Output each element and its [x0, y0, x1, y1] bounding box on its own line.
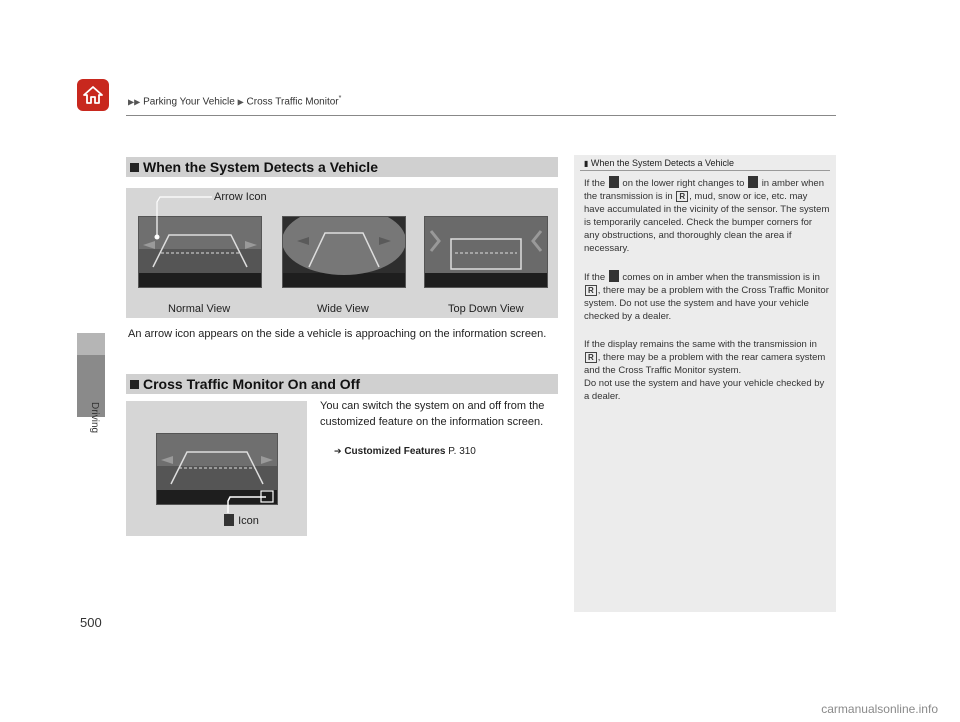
reference-link[interactable]: Customized Features	[344, 446, 446, 457]
breadcrumb-arrow-icon: ▶	[237, 97, 244, 107]
cross-traffic-off-icon	[748, 176, 758, 188]
reference-page: P. 310	[448, 446, 476, 457]
asterisk: *	[338, 95, 342, 102]
section-title: Cross Traffic Monitor On and Off	[143, 376, 361, 392]
cross-reference[interactable]	[334, 446, 476, 457]
caption-top-down-view: Top Down View	[448, 303, 524, 315]
cross-traffic-icon	[609, 176, 619, 188]
page-number: 500	[80, 615, 102, 630]
figure-icon-location	[126, 401, 307, 536]
home-icon	[82, 85, 104, 105]
note-paragraph-2: If the comes on in amber when the transmission is in R , there may be a problem with the Cross Traffic Monitor system. Do not use the system and have your vehicle checked by a dealer.	[584, 272, 829, 322]
icon-callout-line	[126, 401, 307, 536]
section2-body: You can switch the system on and off from the customized feature on the information screen.	[320, 400, 545, 428]
caption-normal-view: Normal View	[168, 303, 231, 315]
breadcrumb	[128, 95, 341, 107]
cross-traffic-icon	[224, 514, 234, 526]
section-title: When the System Detects a Vehicle	[143, 159, 378, 175]
side-tab-label: Driving	[89, 402, 100, 434]
reverse-key-icon: R	[676, 191, 688, 202]
breadcrumb-arrow-icon: ▶▶	[128, 97, 141, 107]
header-divider	[126, 115, 836, 116]
cross-traffic-warning-icon	[609, 270, 619, 282]
reverse-key-icon: R	[585, 285, 597, 296]
reference-arrow-icon: ➔	[334, 446, 342, 456]
arrow-icon-callout: Arrow Icon	[214, 191, 267, 203]
breadcrumb-item-cross-traffic[interactable]: Cross Traffic Monitor	[246, 96, 339, 108]
side-tab-top	[77, 333, 105, 355]
arrow-icon-callout-line	[126, 188, 558, 318]
caption-wide-view: Wide View	[317, 303, 369, 315]
note-title-divider	[580, 170, 830, 171]
section-heading-on-off	[126, 374, 558, 394]
note-title: ▮ When the System Detects a Vehicle	[584, 158, 734, 168]
note-marker-icon: ▮	[584, 159, 589, 168]
square-bullet-icon	[130, 163, 139, 172]
reverse-key-icon: R	[585, 352, 597, 363]
note-paragraph-1: If the on the lower right changes to in amber when the transmission is in R , mud, snow or ice, etc. may have accumulated in the vicinity of the sensor. The system is temporarily canceled. Check the bumper corners for any obstructions, and thoroughly clean the area if necessary.	[584, 178, 830, 254]
section-heading-detects	[126, 157, 558, 177]
figure-views	[126, 188, 558, 318]
note-paragraph-3: If the display remains the same with the transmission in R , there may be a problem with the rear camera system and the Cross Traffic Monitor system. Do not use the system and have your vehicle checked by a dealer.	[584, 339, 826, 402]
icon-callout: Icon	[223, 514, 259, 527]
breadcrumb-item-parking[interactable]: Parking Your Vehicle	[143, 96, 235, 108]
watermark: carmanualsonline.info	[821, 702, 938, 716]
square-bullet-icon	[130, 380, 139, 389]
home-button[interactable]	[77, 79, 109, 111]
section1-body: An arrow icon appears on the side a vehicle is approaching on the information screen.	[128, 328, 547, 340]
